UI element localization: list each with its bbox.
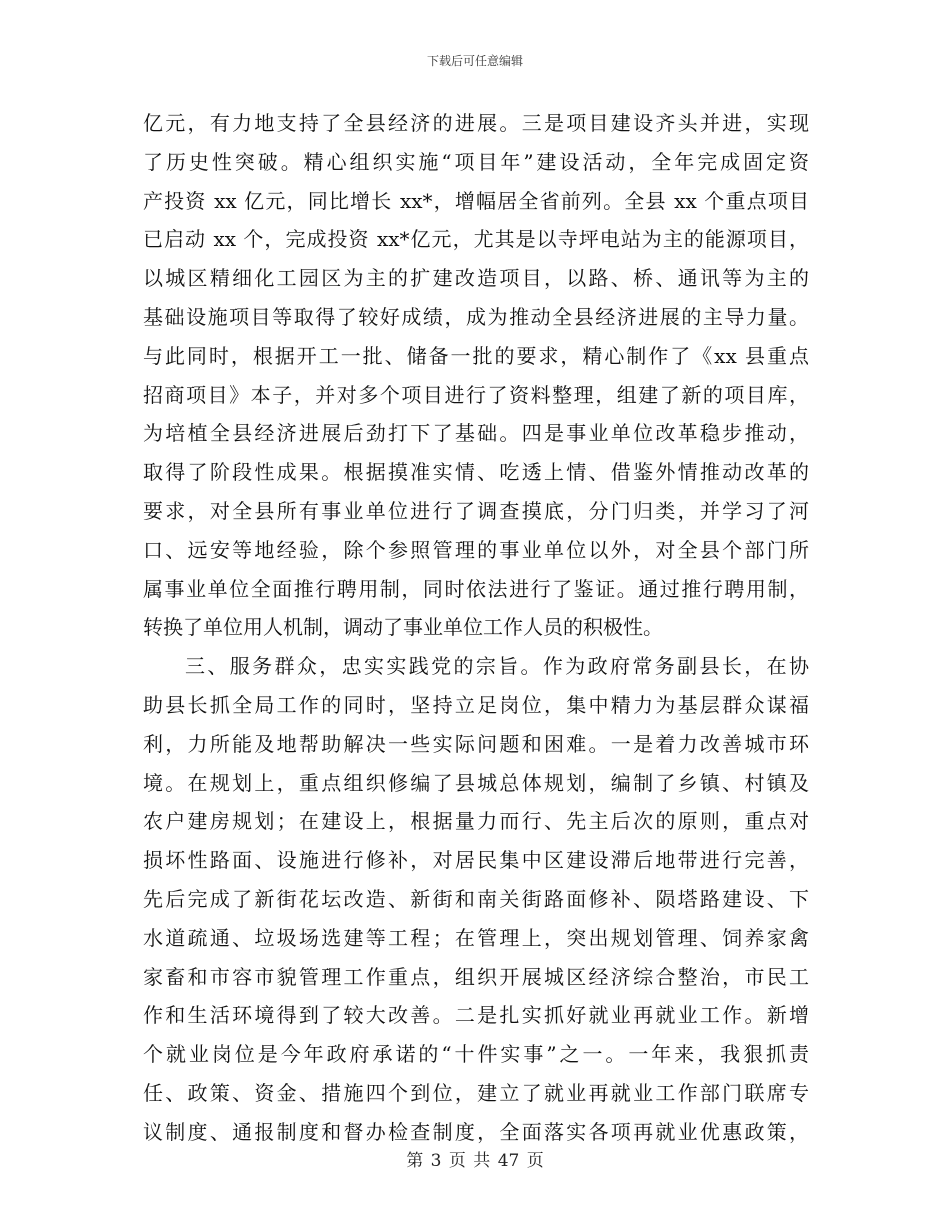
paragraph-line: 转换了单位用人机制，调动了事业单位工作人员的积极性。: [143, 615, 663, 640]
page-number-footer: 第 3 页 共 47 页: [406, 1151, 544, 1171]
paragraph-line: 个就业岗位是今年政府承诺的“十件实事”之一。一年来，我狠抓责: [143, 1042, 809, 1067]
paragraph-line: 取得了阶段性成果。根据摸准实情、吃透上情、借鉴外情推动改革的: [143, 460, 809, 485]
paragraph-line: 水道疏通、垃圾场选建等工程；在管理上，突出规划管理、饲养家禽: [143, 925, 809, 950]
paragraph-line: 境。在规划上，重点组织修编了县城总体规划，编制了乡镇、村镇及: [143, 770, 809, 795]
paragraph-line: 基础设施项目等取得了较好成绩，成为推动全县经济进展的主导力量。: [143, 304, 809, 329]
paragraph-line: 已启动 xx 个，完成投资 xx*亿元，尤其是以寺坪电站为主的能源项目，: [143, 227, 809, 252]
paragraph-line: 产投资 xx 亿元，同比增长 xx*，增幅居全省前列。全县 xx 个重点项目: [143, 188, 809, 213]
paragraph-line: 作和生活环境得到了较大改善。二是扎实抓好就业再就业工作。新增: [143, 1003, 809, 1028]
paragraph-line: 与此同时，根据开工一批、储备一批的要求，精心制作了《xx 县重点: [143, 343, 809, 368]
paragraph-line: 先后完成了新街花坛改造、新街和南关街路面修补、陨塔路建设、下: [143, 886, 809, 911]
paragraph-line: 了历史性突破。精心组织实施“项目年”建设活动，全年完成固定资: [143, 149, 809, 174]
paragraph-line: 助县长抓全局工作的同时，坚持立足岗位，集中精力为基层群众谋福: [143, 692, 809, 717]
paragraph-line-indented: 三、服务群众，忠实实践党的宗旨。作为政府常务副县长，在协: [185, 654, 809, 679]
paragraph-line: 属事业单位全面推行聘用制，同时依法进行了鉴证。通过推行聘用制，: [143, 576, 809, 601]
paragraph-line: 亿元，有力地支持了全县经济的进展。三是项目建设齐头并进，实现: [143, 111, 809, 135]
paragraph-line: 家畜和市容市貌管理工作重点，组织开展城区经济综合整治，市民工: [143, 964, 809, 989]
paragraph-line: 农户建房规划；在建设上，根据量力而行、先主后次的原则，重点对: [143, 809, 809, 834]
paragraph-line: 口、远安等地经验，除个参照管理的事业单位以外，对全县个部门所: [143, 537, 809, 562]
document-body: [143, 104, 809, 1152]
paragraph-line: 利，力所能及地帮助解决一些实际问题和困难。一是着力改善城市环: [143, 731, 809, 756]
paragraph-line: 以城区精细化工园区为主的扩建改造项目，以路、桥、通讯等为主的: [143, 266, 809, 291]
paragraph-line: 为培植全县经济进展后劲打下了基础。四是事业单位改革稳步推动，: [143, 421, 809, 446]
paragraph-line: 招商项目》本子，并对多个项目进行了资料整理，组建了新的项目库，: [143, 382, 809, 407]
paragraph-line: 损坏性路面、设施进行修补，对居民集中区建设滞后地带进行完善，: [143, 848, 809, 873]
paragraph-line: 要求，对全县所有事业单位进行了调查摸底，分门归类，并学习了河: [143, 498, 809, 523]
paragraph-line: 任、政策、资金、措施四个到位，建立了就业再就业工作部门联席专: [143, 1080, 809, 1105]
page-header: 下载后可任意编辑: [426, 54, 523, 68]
paragraph-line: 议制度、通报制度和督办检查制度，全面落实各项再就业优惠政策，: [143, 1119, 809, 1144]
